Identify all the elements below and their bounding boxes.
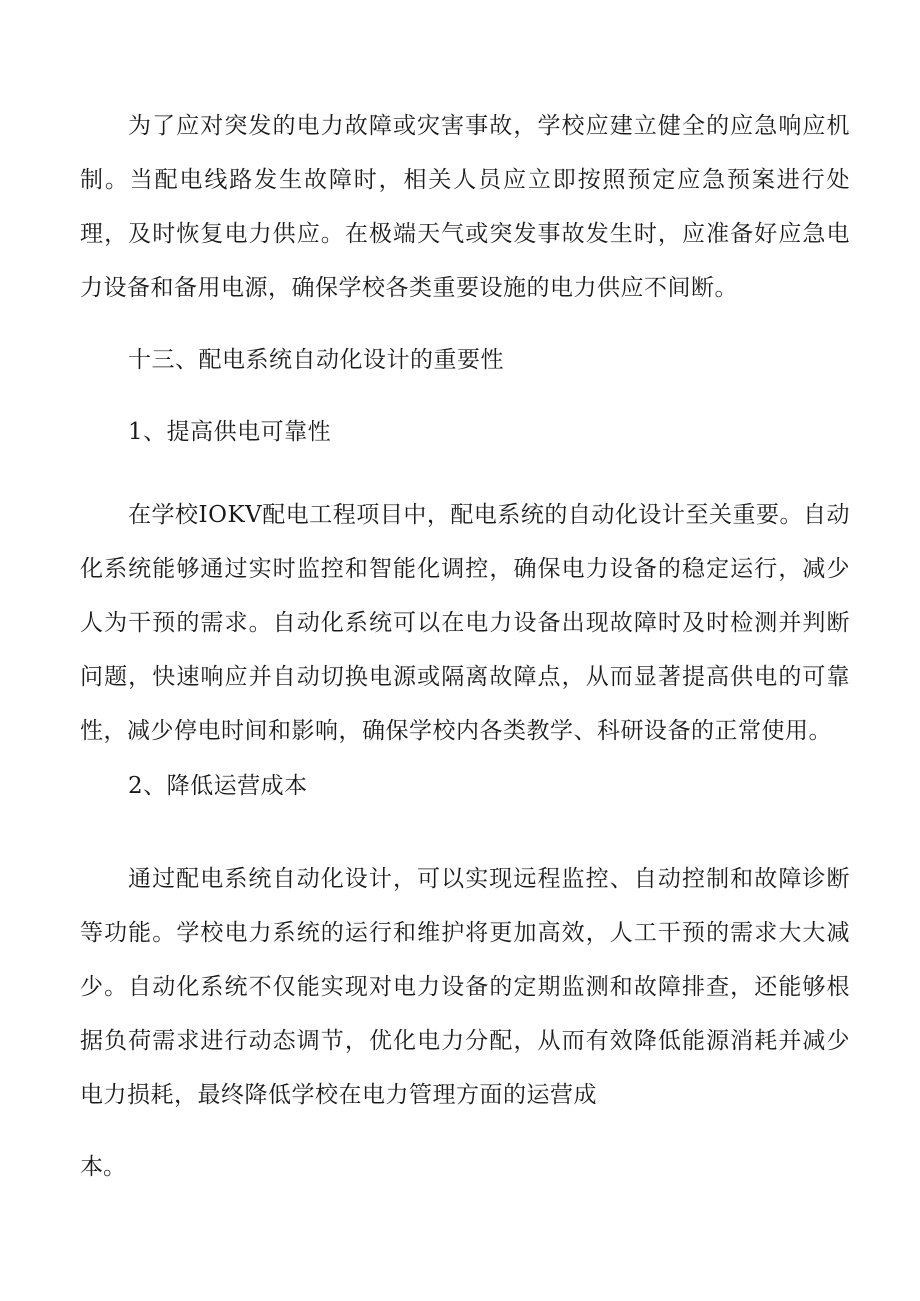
body-paragraph-reliability: 在学校IOKV配电工程项目中，配电系统的自动化设计至关重要。自动化系统能够通过实时监控和智能化调控，确保电力设备的稳定运行，减少人为干预的需求。自动化系统可以在电力设备出现故障时及时检测并判断问题，快速响应并自动切换电源或隔离故障点，从而显著提高供电的可靠性，减少停电时间和影响，确保学校内各类教学、科研设备的正常使用。 (80, 502, 850, 744)
body-paragraph-tail: 本。 (80, 1154, 126, 1180)
subheading-operating-cost: 2、降低运营成本 (128, 773, 308, 799)
subheading-reliability: 1、提高供电可靠性 (128, 419, 332, 445)
body-paragraph-operating-cost: 通过配电系统自动化设计，可以实现远程监控、自动控制和故障诊断等功能。学校电力系统的运行和维护将更加高效，人工干预的需求大大减少。自动化系统不仅能实现对电力设备的定期监测和故障排查，还能够根据负荷需求进行动态调节，优化电力分配，从而有效降低能源消耗并减少电力损耗，最终降低学校在电力管理方面的运营成 (80, 866, 850, 1108)
body-paragraph-emergency-response: 为了应对突发的电力故障或灾害事故，学校应建立健全的应急响应机制。当配电线路发生故障时，相关人员应立即按照预定应急预案进行处理，及时恢复电力供应。在极端天气或突发事故发生时，应准备好应急电力设备和备用电源，确保学校各类重要设施的电力供应不间断。 (80, 113, 850, 301)
section-heading: 十三、配电系统自动化设计的重要性 (128, 347, 504, 373)
